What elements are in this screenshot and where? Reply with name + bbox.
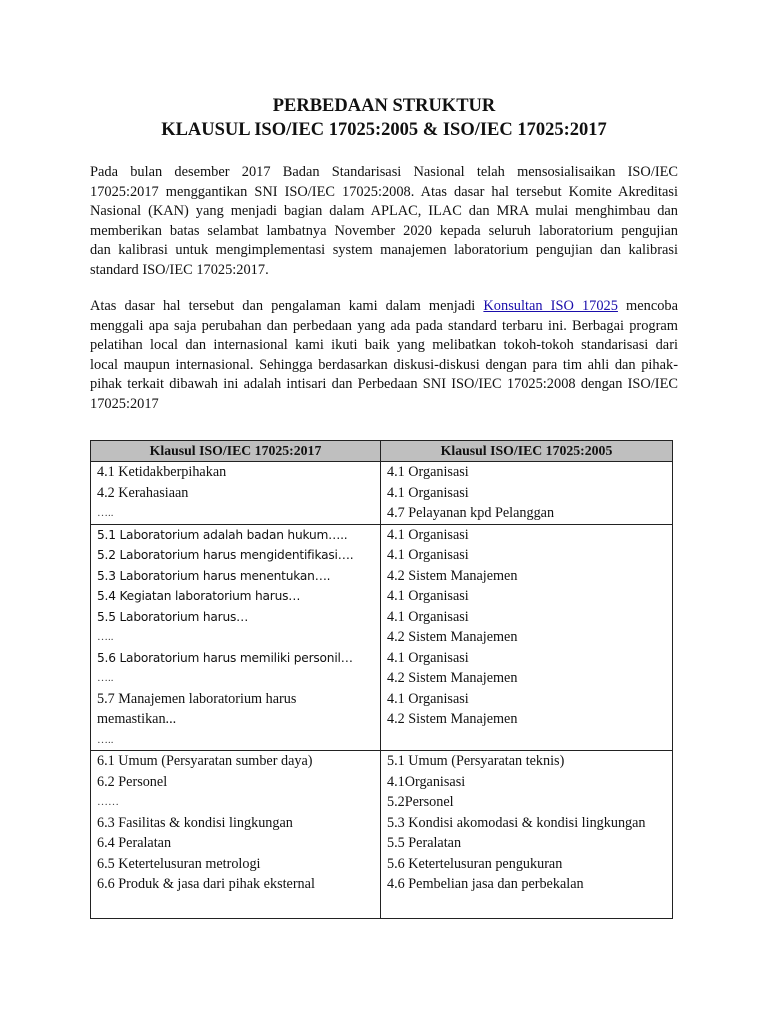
- clause-2005-cell: [381, 751, 673, 919]
- clause-item: 5.6 Laboratorium harus memiliki personil…: [97, 650, 353, 665]
- clause-comparison-table: [90, 440, 673, 919]
- clause-2017-cell: [91, 462, 381, 525]
- clause-item: 4.1 Organisasi: [387, 464, 469, 480]
- clause-item: 4.2 Sistem Manajemen: [387, 711, 518, 727]
- table-row: [91, 524, 673, 751]
- clause-item: 4.6 Pembelian jasa dan perbekalan: [387, 876, 584, 892]
- document-title-line1: PERBEDAAN STRUKTUR: [272, 96, 496, 116]
- paragraph-text: mencoba: [617, 298, 678, 314]
- clause-item: 6.4 Peralatan: [97, 835, 172, 851]
- paragraph-line: pihak terkait dibawah ini adalah intisari dan Perbedaan SNI ISO/IEC 17025:2008 dengan ISO/IEC: [90, 376, 678, 393]
- clause-item: 5.2Personel: [387, 794, 454, 810]
- ellipsis-item: …..: [97, 507, 114, 519]
- paragraph-text: Atas dasar hal tersebut dan pengalaman kami dalam menjadi: [90, 298, 484, 314]
- clause-item: 4.2 Sistem Manajemen: [387, 629, 518, 645]
- clause-item: 4.2 Sistem Manajemen: [387, 567, 518, 584]
- clause-item: 4.1 Organisasi: [387, 608, 469, 625]
- clause-2017-cell: [91, 751, 381, 919]
- clause-item: 5.6 Ketertelusuran pengukuran: [387, 855, 563, 872]
- clause-item: 6.2 Personel: [97, 773, 168, 790]
- clause-item: 4.1 Organisasi: [387, 588, 469, 604]
- paragraph-line: memberikan batas selambat lambatnya November 2020 kepada seluruh laboratorium pengujian: [90, 222, 678, 239]
- column-header-2005: Klausul ISO/IEC 17025:2005: [381, 441, 673, 462]
- clause-item: 5.5 Peralatan: [387, 835, 462, 851]
- clause-item: 6.5 Ketertelusuran metrologi: [97, 855, 261, 872]
- clause-item: 4.1 Organisasi: [387, 526, 469, 543]
- clause-item: 5.7 Manajemen laboratorium harus: [97, 690, 297, 707]
- clause-2017-cell: [91, 524, 381, 751]
- clause-item: 4.1 Organisasi: [387, 547, 469, 563]
- paragraph-line: 17025:2017 menggantikan SNI ISO/IEC 17025:2008. Atas dasar hal tersebut Komite Akreditasi: [90, 183, 678, 200]
- clause-item: 4.2 Sistem Manajemen: [387, 670, 518, 686]
- clause-item: 5.2 Laboratorium harus mengidentifikasi….: [97, 548, 354, 562]
- ellipsis-item: ……: [97, 796, 119, 808]
- table-header-row: [91, 441, 673, 462]
- document-title-line2: KLAUSUL ISO/IEC 17025:2005 & ISO/IEC 17025:2017: [161, 120, 607, 140]
- paragraph-line: local maupun internasional. Sehingga berdasarkan diskusi-diskusi dengan para tim ahli dan pihak-: [90, 356, 678, 373]
- clause-item: 4.7 Pelayanan kpd Pelanggan: [387, 505, 555, 521]
- clause-2005-cell: [381, 462, 673, 525]
- clause-item: 5.1 Umum (Persyaratan teknis): [387, 753, 565, 769]
- paragraph-line: 17025:2017: [90, 395, 159, 412]
- table-row: [91, 751, 673, 919]
- clause-item: 6.3 Fasilitas & kondisi lingkungan: [97, 814, 293, 831]
- clause-item: 4.1 Organisasi: [387, 484, 469, 501]
- table-row: [91, 462, 673, 525]
- clause-item: 6.6 Produk & jasa dari pihak eksternal: [97, 876, 315, 892]
- paragraph-line-with-link: [90, 297, 678, 317]
- clause-item: 4.1 Organisasi: [387, 649, 469, 666]
- clause-item: 4.1Organisasi: [387, 773, 466, 790]
- paragraph-line: dan kalibrasi untuk mengimplementasi system manajemen laboratorium pengujian dan kalibrasi: [90, 242, 678, 259]
- ellipsis-item: …..: [97, 672, 114, 684]
- intro-paragraph: [90, 163, 678, 281]
- konsultan-iso-17025-link[interactable]: Konsultan ISO 17025: [483, 298, 618, 314]
- ellipsis-item: …..: [97, 733, 114, 746]
- clause-2005-cell: [381, 524, 673, 751]
- context-paragraph: [90, 297, 678, 415]
- clause-item: 4.2 Kerahasiaan: [97, 484, 189, 501]
- clause-item: 5.1 Laboratorium adalah badan hukum…..: [97, 527, 348, 542]
- paragraph-line: pelatihan local dan internasional kami ikuti baik yang melibatkan tokoh-tokoh standarisasi dari: [90, 337, 678, 354]
- paragraph-line: standard ISO/IEC 17025:2017.: [90, 261, 269, 278]
- paragraph-line: menggali apa saja perubahan dan perbedaan yang ada pada standard terbaru ini. Berbagai program: [90, 317, 678, 334]
- paragraph-line: Pada bulan desember 2017 Badan Standarisasi Nasional telah mensosialisaikan ISO/IEC: [90, 164, 678, 180]
- clause-item: 6.1 Umum (Persyaratan sumber daya): [97, 753, 313, 769]
- clause-item: 4.1 Organisasi: [387, 690, 469, 707]
- clause-item-continuation: memastikan...: [97, 711, 177, 727]
- clause-item: 5.3 Laboratorium harus menentukan….: [97, 568, 331, 583]
- clause-item: 5.4 Kegiatan laboratorium harus…: [97, 589, 301, 603]
- ellipsis-item: …..: [97, 631, 114, 643]
- clause-item: 4.1 Ketidakberpihakan: [97, 464, 227, 480]
- clause-item: 5.5 Laboratorium harus…: [97, 609, 249, 624]
- column-header-2017: Klausul ISO/IEC 17025:2017: [91, 441, 381, 462]
- paragraph-line: Nasional (KAN) yang menjadi bagian dalam APLAC, ILAC dan MRA mulai menghimbau dan: [90, 203, 678, 220]
- clause-item: 5.3 Kondisi akomodasi & kondisi lingkungan: [387, 814, 646, 831]
